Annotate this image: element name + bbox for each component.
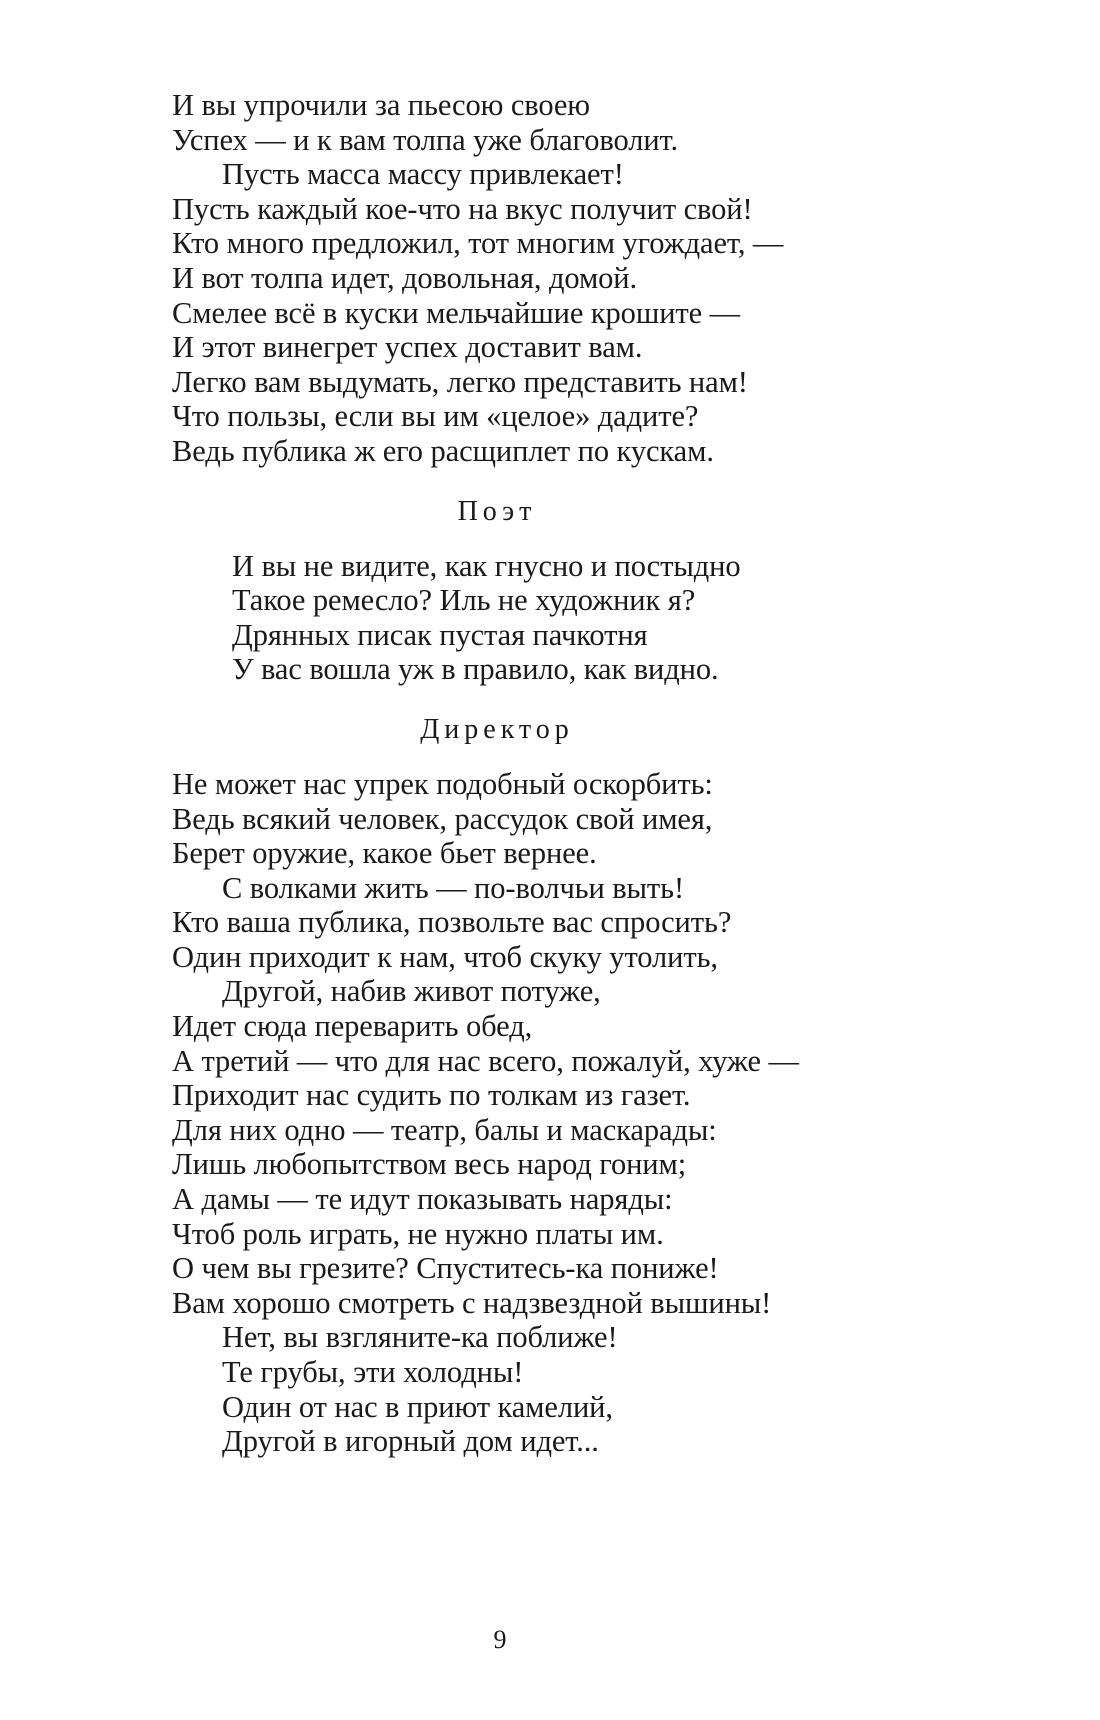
verse-line: С волками жить — по-волчьи выть! [222, 870, 685, 905]
verse-line: Не может нас упрек подобный оскорбить: [172, 766, 713, 801]
verse-block-poet [172, 549, 932, 687]
verse-line: И вот толпа идет, довольная, домой. [172, 260, 638, 295]
verse-line: И вы не видите, как гнусно и постыдно [232, 548, 741, 583]
verse-line: Успех — и к вам толпа уже благоволит. [172, 122, 678, 157]
speaker-heading-poet: Поэт [457, 495, 537, 527]
verse-line: Один приходит к нам, чтоб скуку утолить, [172, 939, 718, 974]
verse-line: И вы упрочили за пьесою своею [172, 88, 590, 122]
verse-line: Другой, набив живот потуже, [222, 974, 601, 1009]
verse-line: Пусть каждый кое-что на вкус получит свой! [172, 191, 753, 226]
verse-line: А дамы — те идут показывать наряды: [172, 1182, 673, 1217]
verse-line: А третий — что для нас всего, пожалуй, хуже — [172, 1043, 799, 1078]
verse-line: Берет оружие, какое бьет вернее. [172, 836, 597, 871]
verse-line: Приходит нас судить по толкам из газет. [172, 1078, 691, 1113]
verse-block-director [172, 767, 932, 1459]
verse-line: Другой в игорный дом идет... [222, 1424, 599, 1459]
verse-line: Кто ваша публика, позвольте вас спросить? [172, 905, 732, 940]
book-page [172, 88, 932, 1459]
verse-line: Вам хорошо смотреть с надзвездной вышины! [172, 1285, 772, 1320]
verse-line: Ведь публика ж его расщиплет по кускам. [172, 433, 714, 468]
verse-block-director-continued [172, 88, 932, 469]
verse-line: Такое ремесло? Иль не художник я? [232, 583, 696, 618]
verse-line: Лишь любопытством весь народ гоним; [172, 1147, 687, 1182]
verse-line: Легко вам выдумать, легко представить нам! [172, 364, 748, 399]
verse-line: И этот винегрет успех доставит вам. [172, 330, 643, 365]
verse-line: Нет, вы взгляните-ка поближе! [222, 1320, 618, 1355]
verse-line: О чем вы грезите? Спуститесь-ка пониже! [172, 1251, 719, 1286]
verse-line: Пусть масса массу привлекает! [222, 157, 624, 192]
verse-line: Что пользы, если вы им «целое» дадите? [172, 399, 699, 434]
verse-line: У вас вошла уж в правило, как видно. [232, 652, 719, 687]
speaker-heading-director: Директор [420, 713, 574, 745]
verse-line: Кто много предложил, тот многим угождает, — [172, 226, 784, 261]
verse-line: Ведь всякий человек, рассудок свой имея, [172, 801, 713, 836]
verse-line: Один от нас в приют камелий, [222, 1389, 613, 1424]
verse-line: Дрянных писак пустая пачкотня [232, 617, 648, 652]
verse-line: Идет сюда переварить обед, [172, 1009, 533, 1044]
verse-line: Смелее всё в куски мельчайшие крошите — [172, 295, 741, 330]
page-number: 9 [493, 1625, 507, 1654]
verse-line: Для них одно — театр, балы и маскарады: [172, 1112, 717, 1147]
verse-line: Чтоб роль играть, не нужно платы им. [172, 1216, 664, 1251]
verse-line: Те грубы, эти холодны! [222, 1355, 524, 1389]
